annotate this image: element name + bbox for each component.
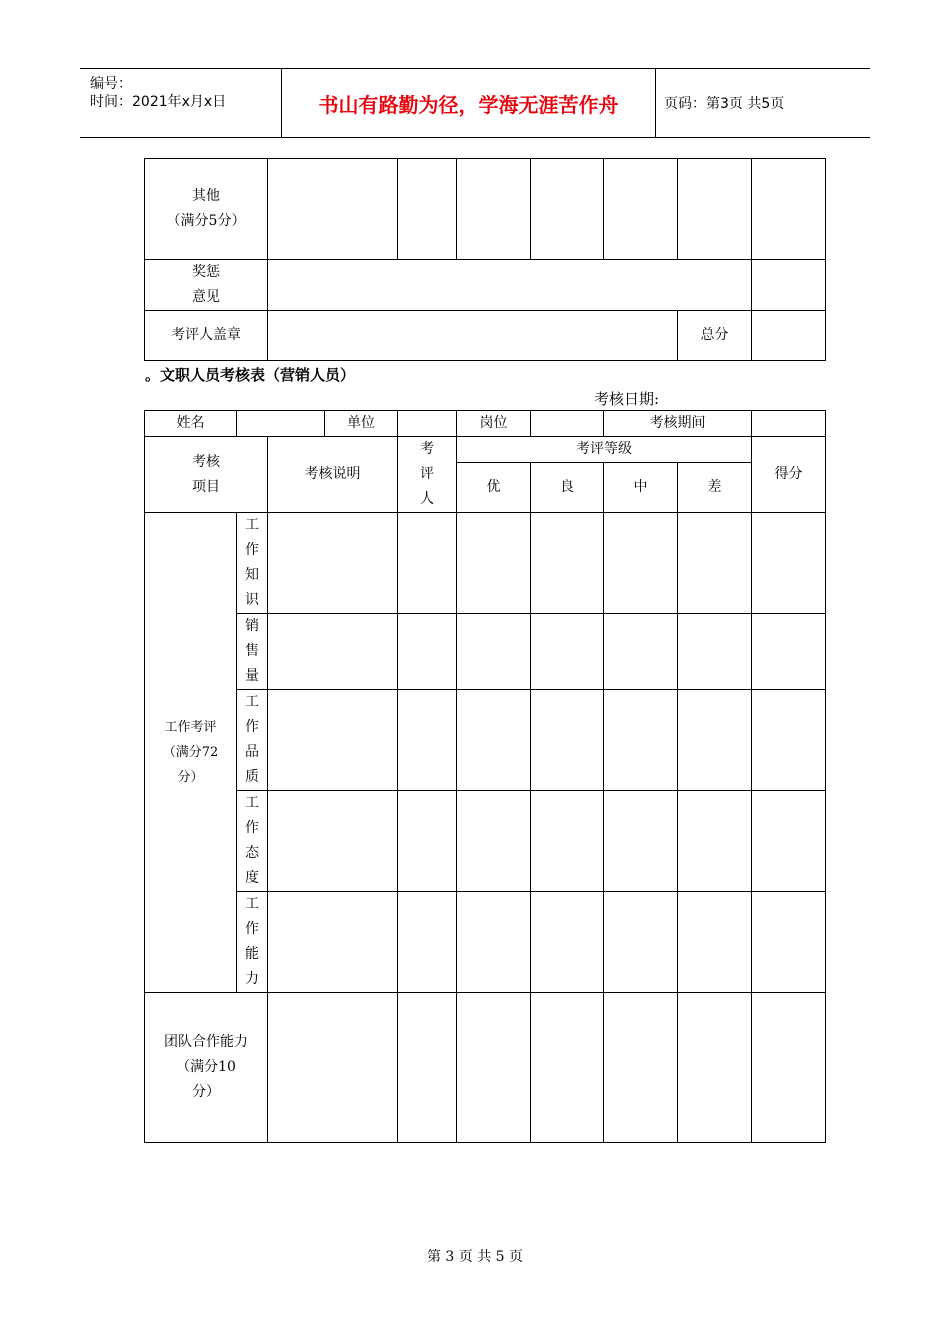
reward-line1: 奖惩 [192,264,220,280]
sub-item-knowledge [237,513,268,614]
cell[interactable] [531,614,604,690]
sub-item-char: 作 [245,542,259,558]
page-footer: 第 3 页 共 5 页 [426,1249,524,1265]
document-header [80,68,870,138]
cell[interactable] [398,690,457,791]
reviewer-char: 人 [420,491,434,507]
cell[interactable] [604,690,678,791]
cell[interactable] [752,513,826,614]
cell[interactable] [457,513,531,614]
grade-poor: 差 [678,463,752,513]
reward-opinion-field[interactable] [268,260,752,311]
cell[interactable] [531,159,604,260]
cell[interactable] [268,513,398,614]
cell[interactable] [678,614,752,690]
table-row [145,791,826,892]
period-field[interactable] [752,411,826,437]
time-label: 时间：2021年x月x日 [90,94,227,110]
cell[interactable] [457,159,531,260]
sub-item-char: 质 [245,769,259,785]
assessment-date-label: 考核日期: [594,390,660,408]
name-label: 姓名 [145,411,237,437]
table-row [145,690,826,791]
work-eval-line2: （满分72 [162,745,219,760]
grade-good: 良 [531,463,604,513]
cell[interactable] [678,513,752,614]
cell[interactable] [457,993,531,1143]
serial-label: 编号： [90,76,132,92]
team-line2: （满分10 [176,1059,236,1075]
cell[interactable] [398,993,457,1143]
sub-item-char: 态 [245,845,259,861]
cell[interactable] [752,260,826,311]
assessment-table [144,410,826,1143]
cell[interactable] [678,159,752,260]
reward-line2: 意见 [192,289,220,305]
sub-item-char: 品 [245,744,259,760]
other-label: 其他 [192,188,220,204]
reviewer-header [398,437,457,513]
sub-item-char: 作 [245,719,259,735]
cell[interactable] [268,993,398,1143]
cell[interactable] [531,791,604,892]
cell[interactable] [268,159,398,260]
cell[interactable] [531,513,604,614]
cell[interactable] [398,513,457,614]
sub-item-char: 力 [245,971,259,987]
sub-item-char: 作 [245,921,259,937]
cell[interactable] [398,614,457,690]
cell[interactable] [531,690,604,791]
cell[interactable] [268,892,398,993]
unit-label: 单位 [325,411,398,437]
cell[interactable] [752,614,826,690]
sub-item-char: 工 [245,694,259,710]
unit-field[interactable] [398,411,457,437]
total-field[interactable] [752,311,826,361]
signer-row [145,311,826,361]
reviewer-char: 考 [420,441,434,457]
grade-excellent: 优 [457,463,531,513]
cell[interactable] [678,791,752,892]
sub-item-ability [237,892,268,993]
header-row-1 [145,437,826,463]
team-row [145,993,826,1143]
cell[interactable] [678,892,752,993]
team-line1: 团队合作能力 [164,1034,248,1050]
sub-item-char: 能 [245,946,259,962]
other-row [145,159,826,260]
work-eval-label [145,513,237,993]
sub-item-attitude [237,791,268,892]
item-line1: 考核 [192,453,220,470]
cell[interactable] [678,690,752,791]
sub-item-quality [237,690,268,791]
continuation-table [144,158,826,361]
cell[interactable] [752,690,826,791]
sub-item-char: 销 [245,618,259,634]
cell[interactable] [604,791,678,892]
table-row [145,614,826,690]
sub-item-char: 工 [245,795,259,811]
reward-row [145,260,826,311]
sub-item-char: 量 [245,668,259,684]
post-label: 岗位 [457,411,531,437]
cell[interactable] [457,892,531,993]
cell[interactable] [752,791,826,892]
sub-item-char: 度 [245,870,259,886]
cell[interactable] [398,791,457,892]
table-row [145,892,826,993]
sub-item-char: 知 [245,567,259,583]
work-eval-line3: 分） [177,770,204,785]
score-header: 得分 [752,437,826,513]
signer-field[interactable] [268,311,678,361]
reward-label-cell [145,260,268,311]
cell[interactable] [457,791,531,892]
cell[interactable] [604,614,678,690]
cell[interactable] [457,614,531,690]
desc-header: 考核说明 [268,437,398,513]
cell[interactable] [268,791,398,892]
section-title: 。文职人员考核表（营销人员） [145,366,356,384]
sub-item-char: 工 [245,896,259,912]
grade-average: 中 [604,463,678,513]
cell[interactable] [604,993,678,1143]
total-label: 总分 [678,311,752,361]
work-eval-line1: 工作考评 [164,720,217,735]
period-label: 考核期间 [604,411,752,437]
cell[interactable] [398,892,457,993]
cell[interactable] [752,892,826,993]
sub-item-char: 售 [245,643,259,659]
grade-header: 考评等级 [457,437,752,463]
cell[interactable] [268,614,398,690]
sub-item-char: 工 [245,517,259,533]
cell[interactable] [752,993,826,1143]
other-score: （满分5分） [166,213,246,229]
cell[interactable] [604,892,678,993]
post-field[interactable] [531,411,604,437]
team-line3: 分） [192,1084,220,1100]
signer-label: 考评人盖章 [145,311,268,361]
cell[interactable] [604,513,678,614]
sub-item-char: 作 [245,820,259,836]
team-label [145,993,268,1143]
sub-item-char: 识 [245,592,259,608]
item-line2: 项目 [192,478,220,495]
cell[interactable] [531,892,604,993]
motto: 书山有路勤为径，学海无涯苦作舟 [281,69,656,137]
cell[interactable] [531,993,604,1143]
info-row [145,411,826,437]
cell[interactable] [678,993,752,1143]
cell[interactable] [457,690,531,791]
reviewer-char: 评 [420,466,434,482]
sub-item-sales [237,614,268,690]
cell[interactable] [268,690,398,791]
cell[interactable] [398,159,457,260]
item-header [145,437,268,513]
table-row [145,513,826,614]
name-field[interactable] [237,411,325,437]
cell[interactable] [604,159,678,260]
header-meta [80,69,281,137]
cell[interactable] [752,159,826,260]
page-info: 页码：第3页 共5页 [664,96,785,112]
other-label-cell [145,159,268,260]
